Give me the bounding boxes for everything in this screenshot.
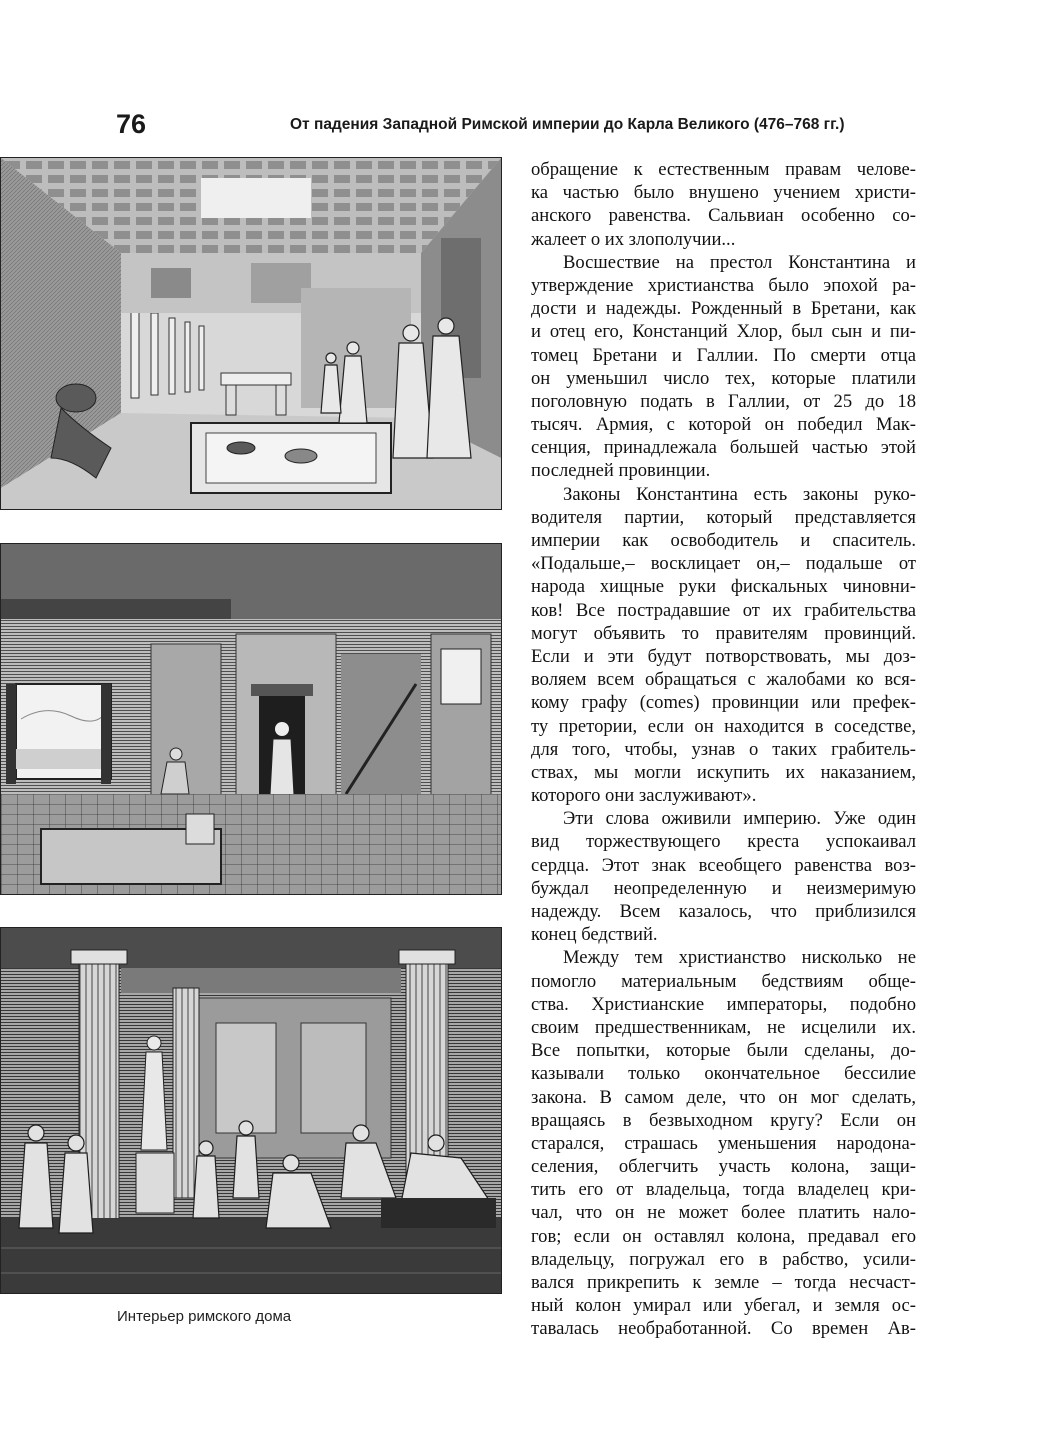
text-line: помогло материальным бедствиям обще- (531, 970, 916, 992)
text-line: казывали только окончательное бессилие (531, 1063, 916, 1085)
text-line: ствах, мы могли искупить их наказанием, (531, 761, 916, 783)
text-line: Все попытки, которые были сделаны, до- (531, 1040, 916, 1062)
text-line: гов; если он оставлял колона, предавал его (531, 1225, 916, 1247)
text-line: последней провинции. (531, 460, 711, 482)
text-line: ка частью было внушено учением христи- (531, 182, 916, 204)
text-line: поголовную подать в Галлии, от 25 до 18 (531, 390, 916, 412)
text-line: жалеет о их злополучии... (531, 228, 736, 250)
text-line: закона. В самом деле, что он мог сделать, (531, 1086, 916, 1108)
text-line: Эти слова оживили империю. Уже один (563, 808, 916, 830)
text-line: сердца. Этот знак всеобщего равенства воз- (531, 854, 916, 876)
text-line: сенция, принадлежала большей частью этой (531, 437, 916, 459)
figure-caption: Интерьер римского дома (117, 1308, 292, 1325)
text-line: водителя партии, который представляется (531, 506, 916, 528)
text-line: надежду. Всем казалось, что приблизился (531, 901, 916, 922)
text-line: Восшествие на престол Константина и (563, 251, 916, 273)
text-line: своим предшественникам, не исцелили их. (531, 1016, 916, 1038)
text-line: ту претории, если он находится в соседстве, (531, 715, 916, 737)
text-line: обращение к естественным правам челове- (531, 159, 916, 180)
page-number: 76 (116, 109, 147, 139)
text-line: которого они заслуживают». (531, 785, 757, 807)
text-line: конец бедствий. (531, 924, 658, 946)
illustration-roman-atrium (0, 157, 502, 510)
text-line: империи как освободитель и спаситель. (531, 530, 916, 551)
text-line: вращаясь в безвыходном кругу? Если он (531, 1109, 916, 1131)
body-text-column (531, 158, 916, 1341)
text-line: вид торжествующего креста успокаивал (531, 831, 916, 853)
text-line: ства. Христианские императоры, подобно (531, 993, 916, 1015)
text-line: Законы Константина есть законы руко- (563, 483, 916, 505)
illustration-roman-interior-doorway (0, 543, 502, 895)
text-line: «Подальше,– восклицает он,– подальше от (531, 553, 916, 575)
text-line: народа хищные руки фискальных чиновни- (531, 576, 916, 598)
text-line: старался, страшась уменьшения народона- (531, 1132, 916, 1154)
text-line: селения, облегчить участь колона, защи- (531, 1156, 916, 1178)
text-line: воляем всем обращаться с жалобами ко вся- (531, 669, 916, 691)
text-line: Между тем христианство нисколько не (563, 947, 916, 969)
running-head: От падения Западной Римской империи до Карла Великого (476–768 гг.) (290, 116, 845, 133)
text-line: тысяч. Армия, с которой он победил Мак- (531, 414, 916, 436)
text-line: томец Бретани и Галлии. По смерти отца (531, 344, 916, 366)
text-line: дости и надежды. Рожденный в Бретани, как (531, 298, 916, 320)
text-line: могут объявить то правителям провинций. (531, 622, 916, 644)
illustration-roman-banquet-hall (0, 927, 502, 1294)
text-line: буждал неопределенную и неизмеримую (531, 877, 916, 899)
text-line: ков! Все пострадавшие от их грабительства (531, 599, 916, 621)
text-line: для того, чтобы, узнав о таких грабитель- (531, 738, 916, 760)
text-line: он уменьшил число тех, которые платили (531, 367, 916, 389)
text-line: Если и эти будут потворствовать, мы доз- (531, 645, 916, 667)
text-line: кому графу (comes) провинции или префек- (531, 692, 916, 714)
text-line: анского равенства. Сальвиан особенно со- (531, 205, 916, 227)
text-line: утверждение христианства было эпохой ра- (531, 274, 916, 296)
text-line: вался прикрепить к земле – тогда несчаст- (531, 1272, 916, 1293)
text-line: и отец его, Констанций Хлор, был сын и пи- (531, 321, 916, 343)
text-line: тавалась необработанной. Со времен Ав- (531, 1318, 916, 1340)
text-line: ный колон умирал или убегал, и земля ос- (531, 1295, 916, 1317)
text-line: владельцу, погружал его в рабство, усили- (531, 1248, 916, 1270)
text-line: чал, что он не может более платить нало- (531, 1202, 916, 1224)
text-line: тить его от владельца, тогда владелец кри- (531, 1179, 916, 1201)
